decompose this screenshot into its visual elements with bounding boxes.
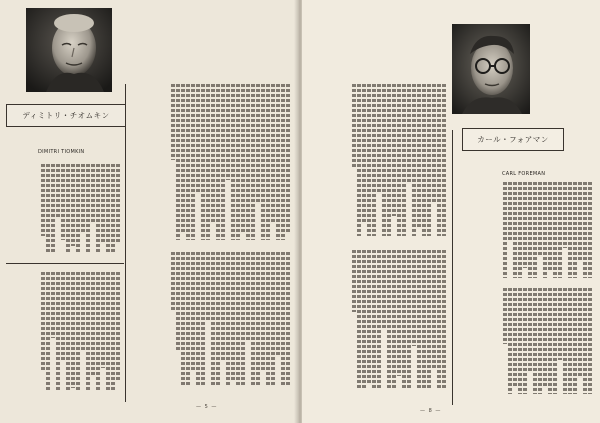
- name-en-tiomkin: DIMITRI TIOMKIN: [38, 149, 85, 155]
- text-block-main-upper: [132, 84, 290, 244]
- portrait-photo-tiomkin: [26, 8, 112, 92]
- horizontal-rule-left: [6, 263, 124, 264]
- text-block-bio-upper: [10, 164, 120, 254]
- text-block-bio-lower: [10, 272, 120, 396]
- portrait-photo-foreman: [452, 24, 530, 114]
- vertical-rule-right: [452, 130, 453, 405]
- portrait-tiomkin-image: [26, 8, 112, 92]
- name-box-foreman: [462, 128, 564, 151]
- page-number-right: — 8 —: [420, 408, 442, 414]
- name-jp-tiomkin: ディミトリ・チオムキン: [22, 111, 110, 120]
- page-number-left: — 5 —: [196, 404, 218, 410]
- left-page: [0, 0, 298, 423]
- name-en-foreman: CARL FOREMAN: [502, 171, 546, 177]
- text-block-right-main-lower: [320, 250, 446, 396]
- text-block-main-lower: [132, 252, 290, 392]
- name-box-tiomkin: [6, 104, 126, 127]
- right-page: [302, 0, 600, 423]
- portrait-foreman-image: [452, 24, 530, 114]
- vertical-rule-left: [125, 84, 126, 402]
- name-jp-foreman: カール・フォアマン: [477, 135, 549, 144]
- text-block-right-bio-upper: [468, 182, 592, 282]
- text-block-right-bio-lower: [468, 288, 592, 400]
- text-block-right-main-upper: [320, 84, 446, 242]
